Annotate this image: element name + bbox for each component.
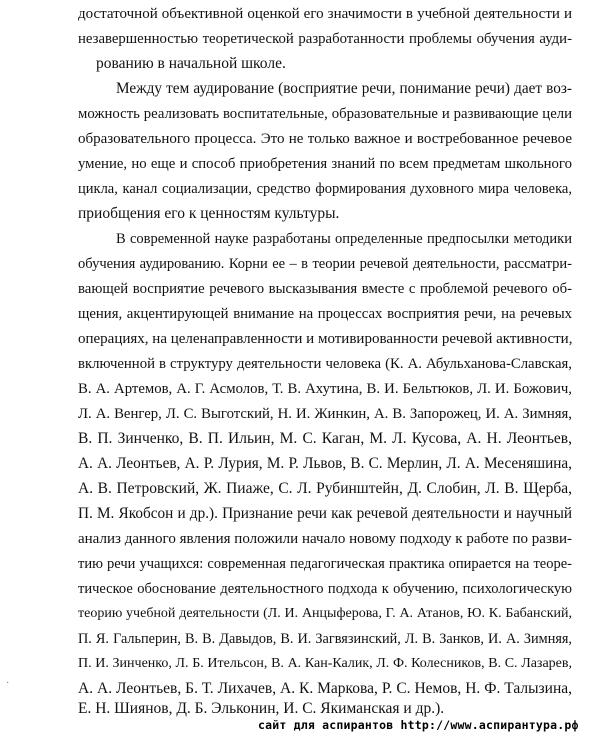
site-footer-link[interactable]: сайт для аспирантов http://www.аспирантура.рф xyxy=(258,718,579,732)
text-line: умение, но еще и способ приобретения знаний по всем предметам школьного xyxy=(78,156,572,172)
text-line: тическое обоснование деятельностного подхода к обучению, психологическую xyxy=(78,581,572,597)
text-line: обучения аудированию. Корни ее – в теории речевой деятельности, рассматри- xyxy=(78,256,572,272)
text-line: П. Я. Гальперин, В. В. Давыдов, В. И. Загвязинский, Л. В. Занков, И. А. Зимняя, xyxy=(78,631,572,647)
text-line: П. И. Зинченко, Л. Б. Ительсон, В. А. Кан-Калик, Л. Ф. Колесников, В. С. Лазарев, xyxy=(78,656,572,671)
text-line: Между тем аудирование (восприятие речи, понимание речи) дает воз- xyxy=(116,80,572,97)
text-line: цикла, канал социализации, средство формирования духовного мира человека, xyxy=(78,181,572,197)
scan-mark-icon: · xyxy=(6,678,10,689)
text-line: включенной в структуру деятельности человека (К. А. Абульханова-Славская, xyxy=(78,356,572,372)
text-line: А. А. Леонтьев, Б. Т. Лихачев, А. К. Маркова, Р. С. Немов, Н. Ф. Талызина, xyxy=(78,680,572,697)
text-line: В. А. Артемов, А. Г. Асмолов, Т. В. Ахутина, В. И. Бельтюков, Л. И. Божович, xyxy=(78,381,572,397)
text-line: П. М. Якобсон и др.). Признание речи как речевой деятельности и научный xyxy=(78,505,572,522)
text-line: А. В. Петровский, Ж. Пиаже, С. Л. Рубинштейн, Д. Слобин, Л. В. Щерба, xyxy=(78,480,572,497)
text-line: тию речи учащихся: современная педагогическая практика опирается на теоре- xyxy=(78,556,572,572)
text-line: можность реализовать воспитательные, образовательные и развивающие цели xyxy=(78,106,572,122)
text-line: А. А. Леонтьев, А. Р. Лурия, М. Р. Львов, В. С. Мерлин, Л. А. Месеняшина, xyxy=(78,455,572,472)
text-line: щения, акцентирующей внимание на процессах восприятия речи, на речевых xyxy=(78,306,572,322)
text-line: рованию в начальной школе. xyxy=(96,55,286,72)
text-line: достаточной объективной оценкой его значимости в учебной деятельности и xyxy=(78,6,572,22)
text-line: Л. А. Венгер, Л. С. Выготский, Н. И. Жинкин, А. В. Запорожец, И. А. Зимняя, xyxy=(78,406,572,422)
text-line: Е. Н. Шиянов, Д. Б. Эльконин, И. С. Якиманская и др.). xyxy=(78,700,445,717)
text-line: В современной науке разработаны определенные предпосылки методики xyxy=(116,231,572,247)
text-line: вающей восприятие речевого высказывания вместе с проблемой речевого об- xyxy=(78,281,572,297)
text-line: образовательного процесса. Это не только важное и востребованное речевое xyxy=(78,131,572,147)
text-line: операциях, на целенаправленности и мотивированности речевой активности, xyxy=(78,331,573,347)
text-line: анализ данного явления положили начало новому подходу к работе по разви- xyxy=(78,531,572,547)
text-line: незавершенностью теоретической разработанности проблемы обучения ауди- xyxy=(78,31,572,47)
text-line: приобщения его к ценностям культуры. xyxy=(78,205,340,222)
text-line: В. П. Зинченко, В. П. Ильин, М. С. Каган, М. Л. Кусова, А. Н. Леонтьев, xyxy=(78,430,572,447)
text-line: теорию учебной деятельности (Л. И. Анцыферова, Г. А. Атанов, Ю. К. Бабанский, xyxy=(78,606,572,621)
